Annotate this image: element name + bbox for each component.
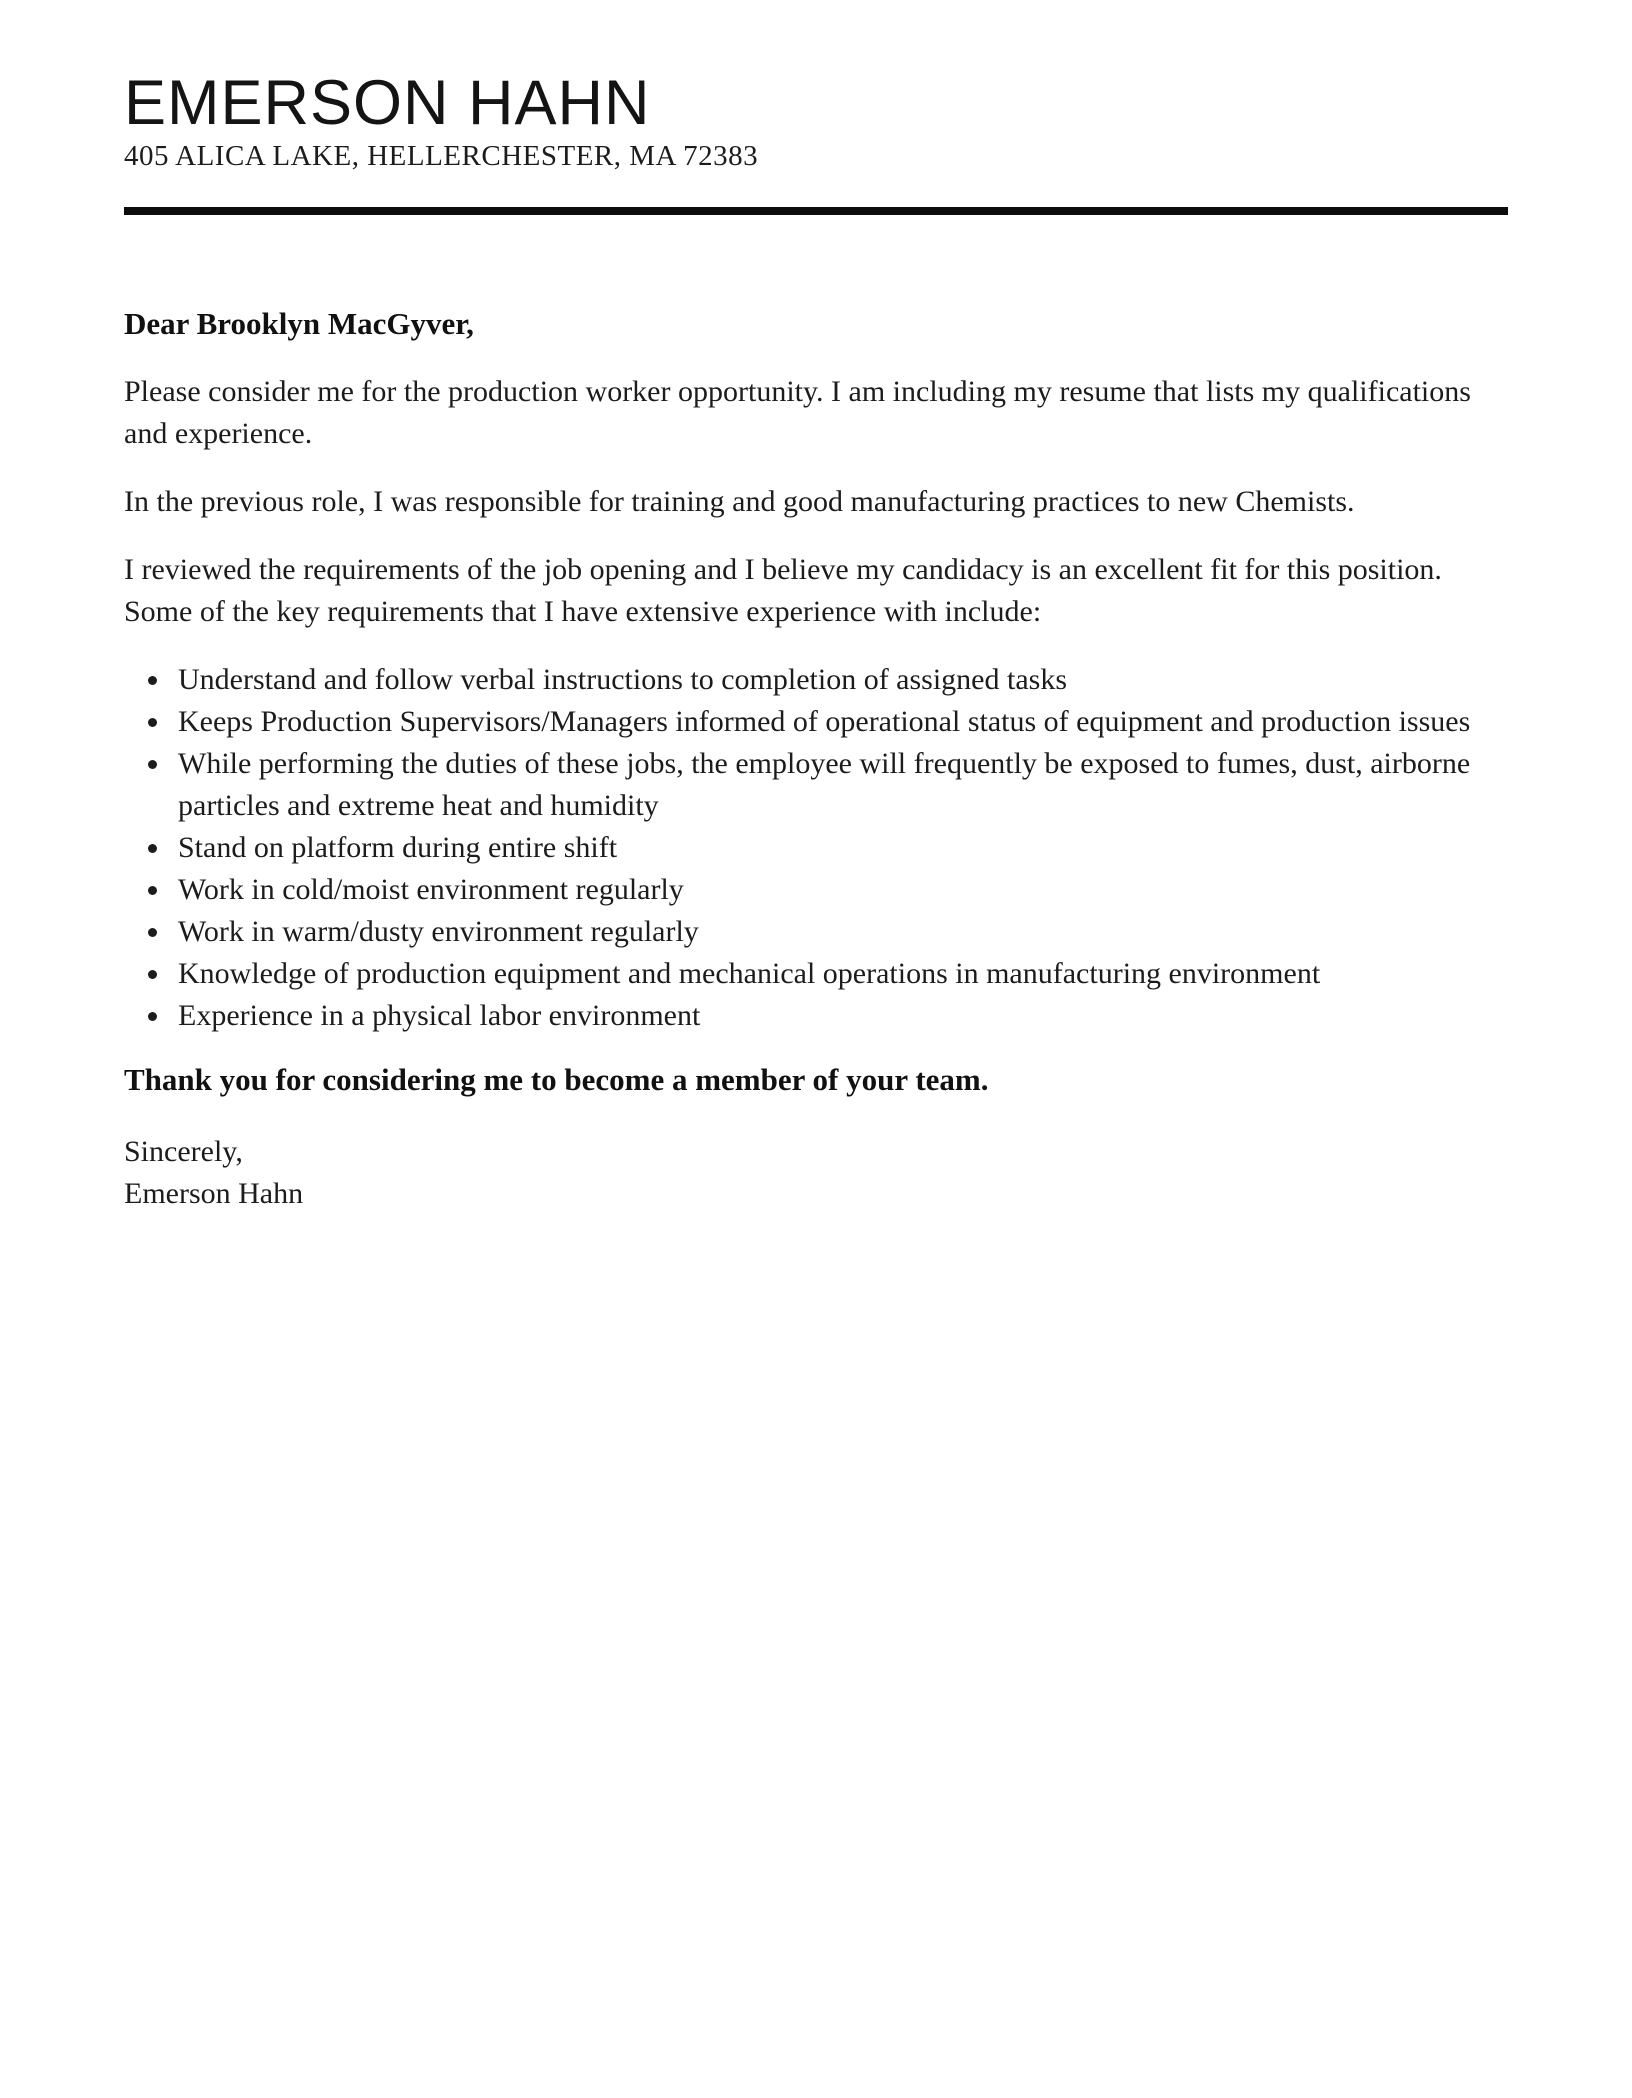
requirement-item: • Knowledge of production equipment and mechanical operations in manufacturing environment [172,953,1508,995]
letter-body [124,303,1508,1215]
applicant-name: EMERSON HAHN [124,68,651,138]
requirements-list [124,659,1508,1037]
applicant-address: 405 ALICA LAKE, HELLERCHESTER, MA 72383 [124,140,759,172]
intro-paragraph: Please consider me for the production worker opportunity. I am including my resume that lists my qualifications and experience. [124,375,1471,450]
requirements-paragraph: I reviewed the requirements of the job opening and I believe my candidacy is an excellent fit for this position. Some of the key requirements that I have extensive experience with include: [124,553,1442,628]
salutation: Dear Brooklyn MacGyver, [124,306,474,341]
requirement-item: • Work in warm/dusty environment regularly [172,911,1508,953]
requirement-item: • Work in cold/moist environment regularly [172,869,1508,911]
closing-statement: Thank you for considering me to become a member of your team. [124,1062,989,1097]
letter-header [124,70,1508,215]
requirement-item: • Stand on platform during entire shift [172,827,1508,869]
signoff-block [124,1131,1508,1215]
requirement-item: • While performing the duties of these jobs, the employee will frequently be exposed to fumes, dust, airborne particles and extreme heat and humidity [172,743,1508,827]
signoff: Sincerely, [124,1135,243,1168]
requirement-item: • Understand and follow verbal instructions to completion of assigned tasks [172,659,1508,701]
signature-name: Emerson Hahn [124,1177,304,1210]
header-divider [124,207,1508,215]
previous-role-paragraph: In the previous role, I was responsible for training and good manufacturing practices to new Chemists. [124,485,1355,518]
requirement-item: • Experience in a physical labor environment [172,995,1508,1037]
requirement-item: • Keeps Production Supervisors/Managers informed of operational status of equipment and production issues [172,701,1508,743]
